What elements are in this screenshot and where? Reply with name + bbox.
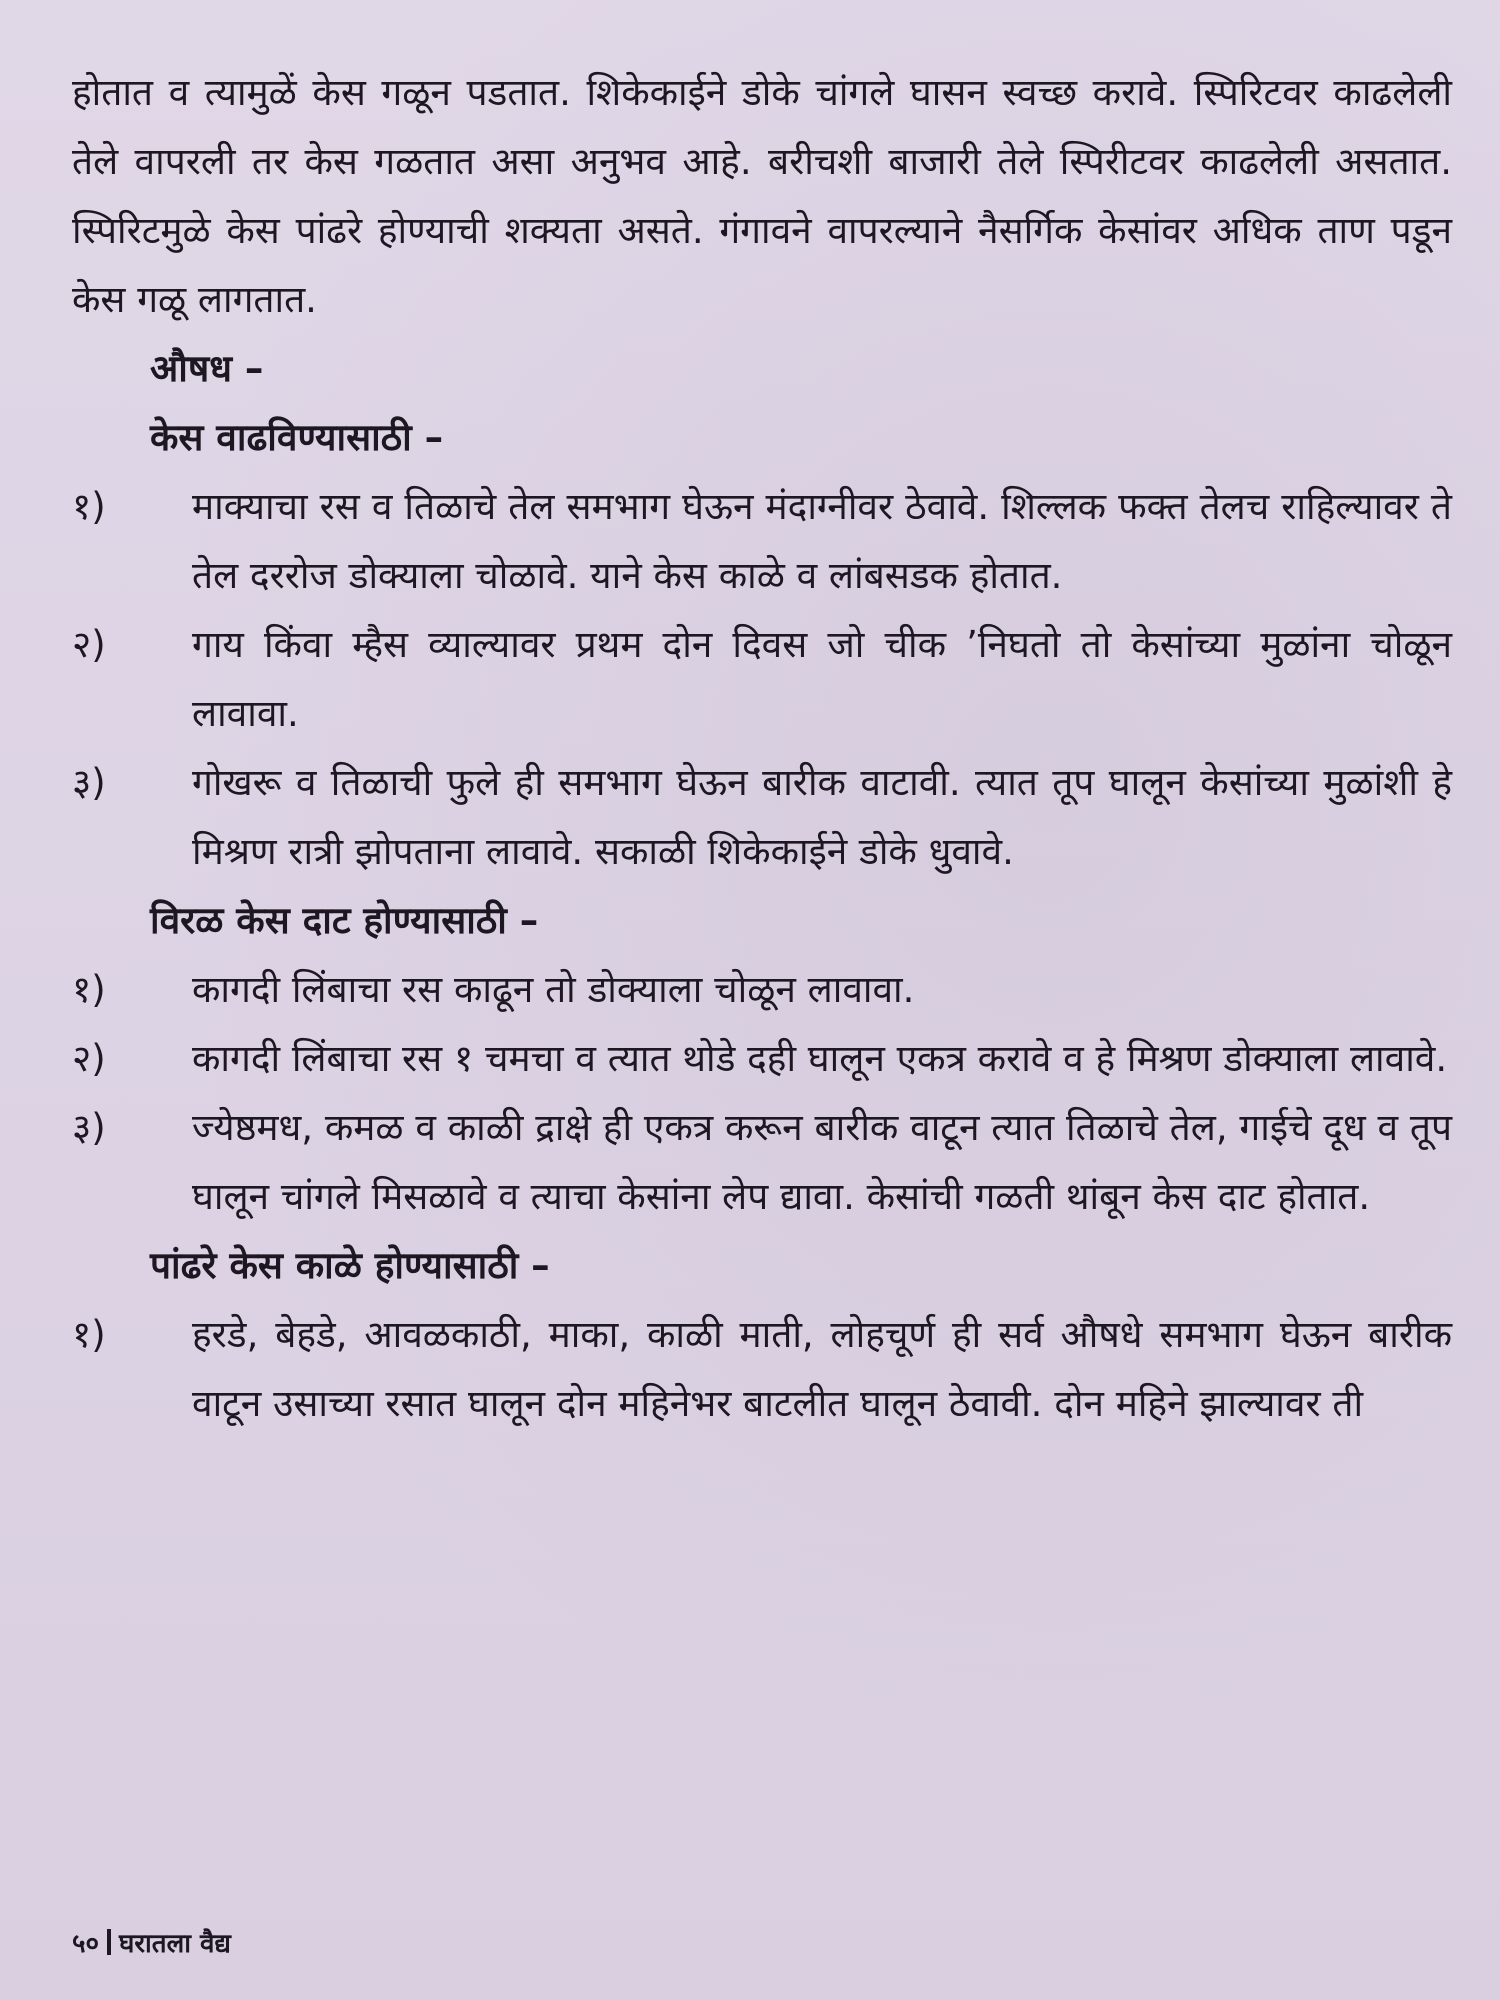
item-text: गाय किंवा म्हैस व्याल्यावर प्रथम दोन दिवस जो चीक ’निघतो तो केसांच्या मुळांना चोळून लावावा. (192, 623, 1452, 735)
medicine-heading: औषध – (150, 347, 264, 390)
page-footer (72, 1924, 231, 1960)
item-number: २) (72, 623, 106, 666)
item-number: २) (72, 1037, 106, 1080)
list-item (72, 955, 1452, 1024)
item-text: माक्याचा रस व तिळाचे तेल समभाग घेऊन मंदाग्नीवर ठेवावे. शिल्लक फक्त तेलच राहिल्यावर ते तेल दररोज डोक्याला चोळावे. याने केस काळे व लांबसडक होतात. (192, 485, 1452, 597)
intro-paragraph: होतात व त्यामुळें केस गळून पडतात. शिकेकाईने डोके चांगले घासन स्वच्छ करावे. स्पिरिटवर काढलेली तेले वापरली तर केस गळतात असा अनुभव आहे. बरीचशी बाजारी तेले स्पिरीटवर काढलेली असतात. स्पिरिटमुळे केस पांढरे होण्याची शक्यता असते. गंगावने वापरल्याने नैसर्गिक केसांवर अधिक ताण पडून केस गळू लागतात. (72, 71, 1452, 321)
item-text: कागदी लिंबाचा रस काढून तो डोक्याला चोळून लावावा. (192, 968, 915, 1011)
item-text: हरडे, बेहडे, आवळकाठी, माका, काळी माती, लोहचूर्ण ही सर्व औषधे समभाग घेऊन बारीक वाटून उसाच्या रसात घालून दोन महिनेभर बाटलीत घालून ठेवावी. दोन महिने झाल्यावर ती (192, 1313, 1452, 1425)
list-item (72, 472, 1452, 610)
section-heading-hair-growth: केस वाढविण्यासाठी – (150, 416, 444, 459)
list-item (72, 748, 1452, 886)
list-item (72, 1300, 1452, 1438)
item-number: १) (72, 485, 106, 528)
page-number: ५० (72, 1929, 100, 1959)
section-heading-white-hair: पांढरे केस काळे होण्यासाठी – (150, 1244, 550, 1287)
item-text: कागदी लिंबाचा रस १ चमचा व त्यात थोडे दही घालून एकत्र करावे व हे मिश्रण डोक्याला लावावे. (192, 1037, 1448, 1080)
list-item (72, 610, 1452, 748)
list-item (72, 1024, 1452, 1093)
list-item (72, 1093, 1452, 1231)
item-number: ३) (72, 761, 106, 804)
footer-divider (107, 1929, 111, 1955)
book-title: घरातला वैद्य (119, 1929, 231, 1959)
section-heading-thick-hair: विरळ केस दाट होण्यासाठी – (150, 899, 539, 942)
item-number: ३) (72, 1106, 106, 1149)
item-text: गोखरू व तिळाची फुले ही समभाग घेऊन बारीक वाटावी. त्यात तूप घालून केसांच्या मुळांशी हे मिश्रण रात्री झोपताना लावावे. सकाळी शिकेकाईने डोके धुवावे. (192, 761, 1452, 873)
item-number: १) (72, 968, 106, 1011)
item-text: ज्येष्ठमध, कमळ व काळी द्राक्षे ही एकत्र करून बारीक वाटून त्यात तिळाचे तेल, गाईचे दूध व तूप घालून चांगले मिसळावे व त्याचा केसांना लेप द्यावा. केसांची गळती थांबून केस दाट होतात. (192, 1106, 1452, 1218)
item-number: १) (72, 1313, 106, 1356)
